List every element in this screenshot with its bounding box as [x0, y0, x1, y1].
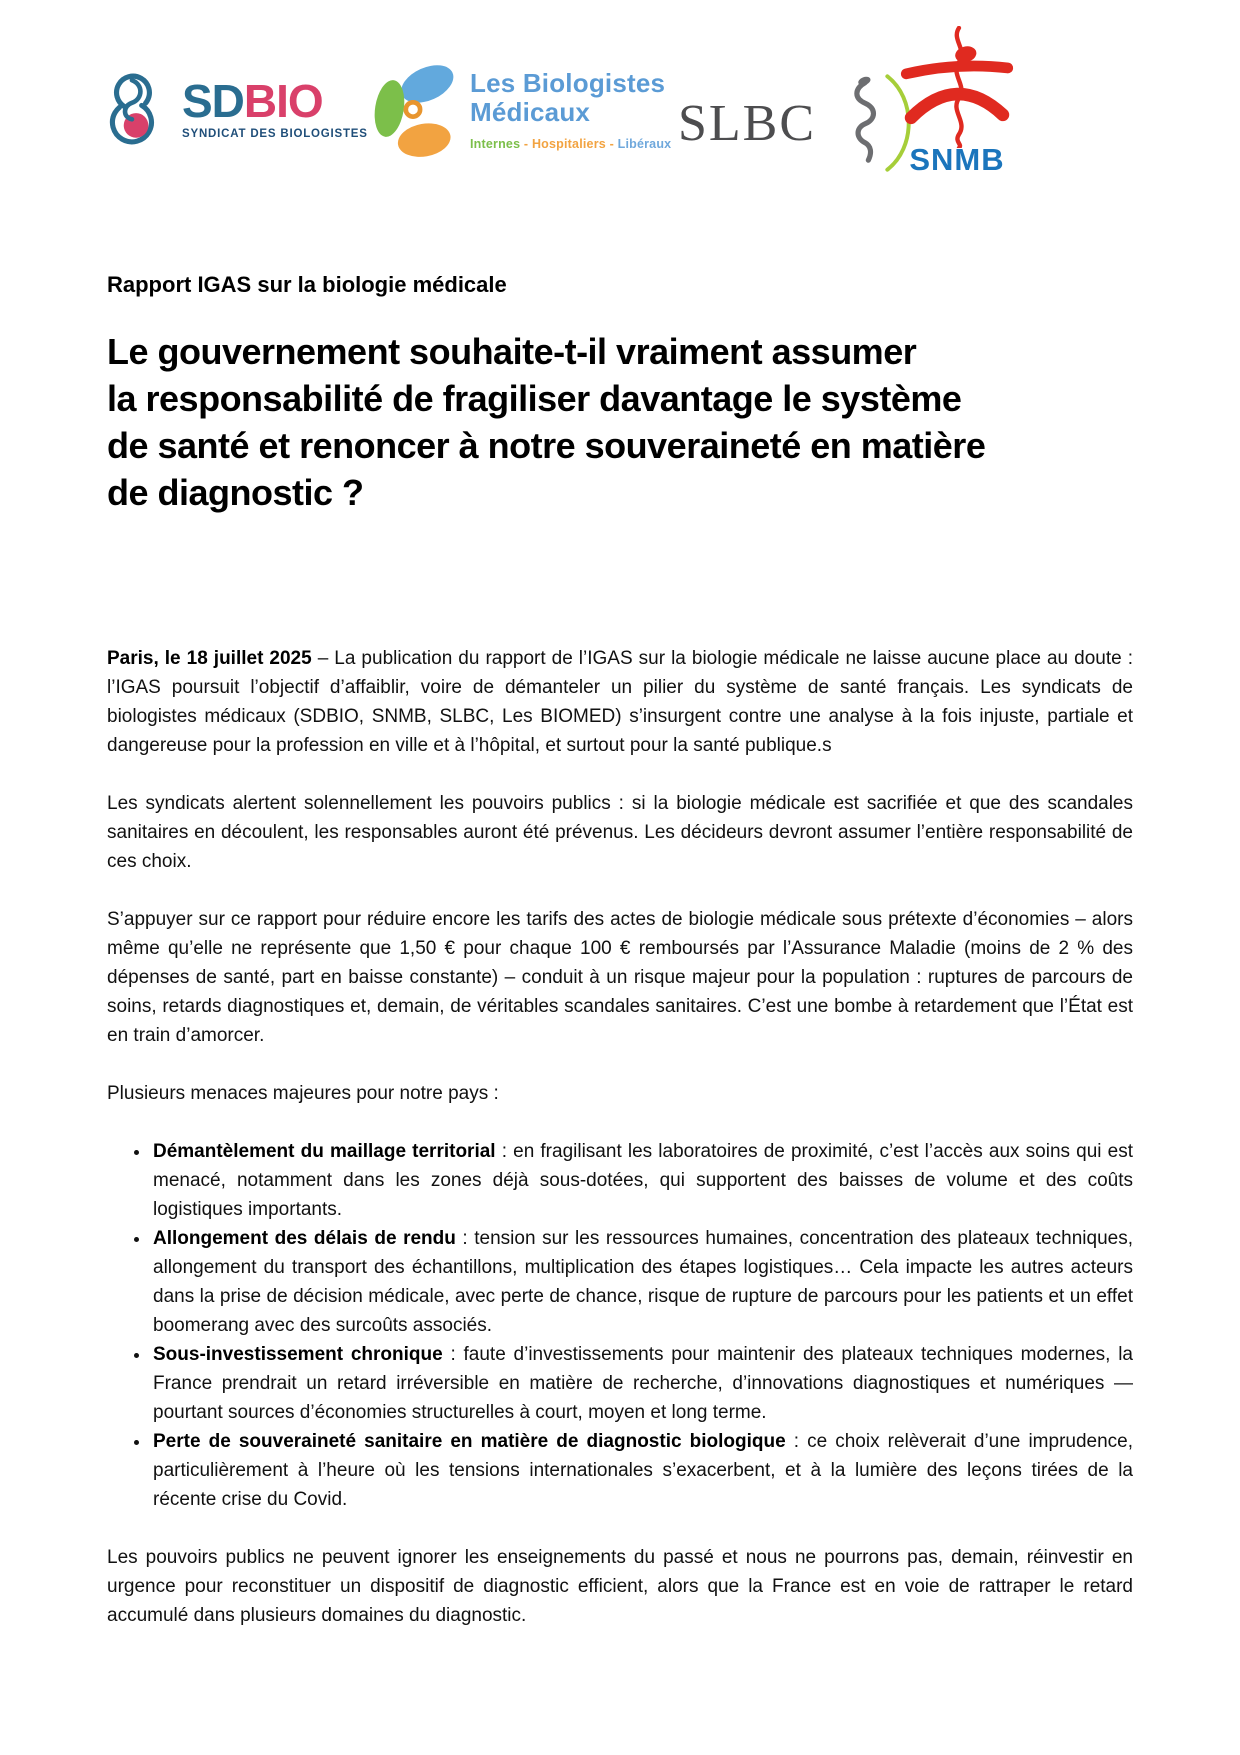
- paragraph-warning: Les syndicats alertent solennellement les pouvoirs publics : si la biologie médicale est sacrifiée et que des scandales sanitaires en découlent, les responsables auront été prévenus. Les décideurs devront assumer l’entière responsabilité de ces choix.: [107, 793, 1133, 872]
- list-item-investissement: [151, 1340, 1133, 1427]
- list-item-souverainete-rest: : ce choix relèverait d’une imprudence, particulièrement à l’heure où les tensions internationales s’exacerbent, et à la lumière des leçons tirées de la récente crise du Covid.: [153, 1431, 1134, 1510]
- slbc-wordmark: SLBC: [678, 94, 817, 152]
- snmb-wordmark: SNMB: [909, 142, 1005, 177]
- main-title-line2: la responsabilité de fragiliser davantage le système: [107, 378, 962, 419]
- snmb-logo: [898, 26, 1016, 178]
- paragraph-dateline: [107, 644, 1133, 760]
- biomed-title-line1: Les Biologistes: [470, 68, 666, 99]
- snmb-archer-snake-icon: [898, 26, 1016, 148]
- main-title-line1: Le gouvernement souhaite-t-il vraiment assumer: [107, 331, 917, 372]
- biomed-subtitle: [470, 137, 671, 151]
- biomed-subtitle-separator2: -: [605, 136, 618, 151]
- biomed-subtitle-separator: -: [520, 136, 532, 151]
- biomed-subtitle-internes: Internes: [470, 136, 521, 151]
- list-item-maillage-lead: Démantèlement du maillage territorial: [153, 1141, 496, 1162]
- sdbio-wordmark-sd: SD: [182, 75, 244, 127]
- list-item-delais-rest: : tension sur les ressources humaines, concentration des plateaux techniques, allongement du transport des échantillons, multiplication des étapes logistiques… Cela impacte les autres acteurs dans la prise de décision médicale, avec perte de chance, risque de rupture de parcours pour les patients et un effet boomerang avec des surcoûts associés.: [153, 1228, 1133, 1336]
- list-item-investissement-rest: : faute d’investissements pour maintenir des plateaux techniques modernes, la France prendrait un retard irréversible en matière de recherche, d’innovations diagnostiques et numériques — pourtant sources d’économies structurelles à court, moyen et long terme.: [153, 1344, 1134, 1423]
- sdbio-dna-loop-icon: [98, 70, 170, 148]
- list-item-maillage: [151, 1137, 1133, 1224]
- main-title-line4: de diagnostic ?: [107, 472, 364, 513]
- biomed-subtitle-hospitaliers: Hospitaliers: [531, 136, 606, 151]
- sdbio-wordmark-bio: BIO: [243, 75, 323, 127]
- list-item-investissement-lead: Sous-investissement chronique: [153, 1344, 443, 1365]
- sdbio-wordmark: [182, 75, 368, 127]
- sdbio-logo: [98, 70, 368, 148]
- biomed-logo-text: [470, 69, 671, 150]
- main-title: [107, 328, 1133, 516]
- document-body: [107, 272, 1133, 1659]
- list-item-souverainete: [151, 1427, 1133, 1514]
- paragraph-conclusion: Les pouvoirs publics ne peuvent ignorer les enseignements du passé et nous ne pourrons pas, demain, réinvestir en urgence pour reconstituer un dispositif de diagnostic efficient, alors que la France est en voie de rattraper le retard accumulé dans plusieurs domaines du diagnostic.: [107, 1547, 1133, 1626]
- slbc-logo: [678, 70, 919, 176]
- dateline-lead: Paris, le 18 juillet 2025: [107, 648, 312, 669]
- main-title-line3: de santé et renoncer à notre souveraineté en matière: [107, 425, 986, 466]
- biomed-subtitle-liberaux: Libéraux: [617, 136, 672, 151]
- biologistes-medicaux-logo: [368, 56, 671, 164]
- dateline-rest: – La publication du rapport de l’IGAS sur la biologie médicale ne laisse aucune place au doute : l’IGAS poursuit l’objectif d’affaiblir, voire de démanteler un pilier du système de santé français. Les syndicats de biologistes médicaux (SDBIO, SNMB, SLBC, Les BIOMED) s’insurgent contre une analyse à la fois injuste, partiale et dangereuse pour la profession en ville et à l’hôpital, et surtout pour la santé publique.s: [107, 648, 1133, 756]
- sdbio-logo-text: [182, 75, 368, 140]
- list-item-delais: [151, 1224, 1133, 1340]
- threats-list: [107, 1137, 1133, 1514]
- list-item-souverainete-lead: Perte de souveraineté sanitaire en matière de diagnostic biologique: [153, 1431, 786, 1452]
- kicker-heading: Rapport IGAS sur la biologie médicale: [107, 272, 507, 297]
- list-item-maillage-rest: : en fragilisant les laboratoires de proximité, c’est l’accès aux soins qui est menacé, notamment dans les zones déjà sous-dotées, qui supportent des baisses de volume et des coûts logistiques importants.: [153, 1141, 1133, 1220]
- sdbio-subtitle: SYNDICAT DES BIOLOGISTES: [182, 128, 368, 140]
- list-item-delais-lead: Allongement des délais de rendu: [153, 1228, 456, 1249]
- biomed-tri-petal-icon: [368, 56, 460, 164]
- paragraph-tarifs: S’appuyer sur ce rapport pour réduire encore les tarifs des actes de biologie médicale sous prétexte d’économies – alors même qu’elle ne représente que 1,50 € pour chaque 100 € remboursés par l’Assurance Maladie (moins de 2 % des dépenses de santé, part en baisse constante) – conduit à un risque majeur pour la population : ruptures de parcours de soins, retards diagnostiques et, demain, de véritables scandales sanitaires. C’est une bombe à retardement que l’État est en train d’amorcer.: [107, 909, 1133, 1046]
- paragraph-menaces-intro: Plusieurs menaces majeures pour notre pays :: [107, 1083, 499, 1104]
- biomed-title-line2: Médicaux: [470, 97, 591, 127]
